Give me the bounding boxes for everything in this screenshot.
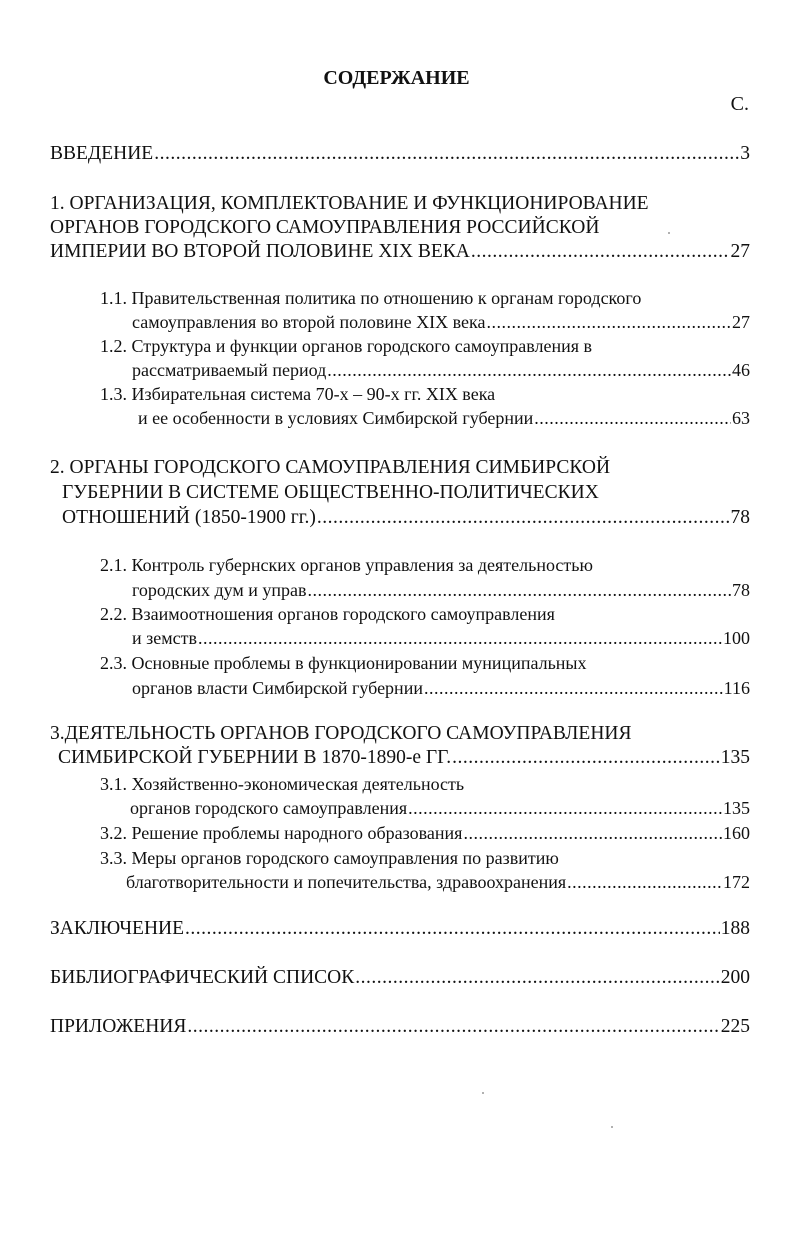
- page-number: 200: [720, 967, 750, 988]
- toc-entry-section-3-1[interactable]: органов городского самоуправления ..... 135: [130, 796, 750, 820]
- toc-entry-section-1-1[interactable]: самоуправления во второй половине XIX века ..... 27: [132, 310, 750, 334]
- leader-dots: [317, 506, 730, 530]
- leader-dots: [567, 870, 722, 894]
- leader-dots: [534, 406, 731, 430]
- toc-section-1-2-line1: 1.2. Структура и функции органов городского самоуправления в: [100, 336, 593, 356]
- toc-chapter-2-line2: ГУБЕРНИИ В СИСТЕМЕ ОБЩЕСТВЕННО-ПОЛИТИЧЕСКИХ: [62, 482, 599, 503]
- toc-entry-bibliography[interactable]: БИБЛИОГРАФИЧЕСКИЙ СПИСОК ..... 200: [50, 966, 750, 990]
- toc-entry-section-1-3[interactable]: и ее особенности в условиях Симбирской губернии ..... 63: [138, 406, 750, 430]
- toc-section-1-1-line1: 1.1. Правительственная политика по отношению к органам городского: [100, 288, 642, 308]
- toc-entry-section-1-2[interactable]: рассматриваемый период ..... 46: [132, 358, 750, 382]
- toc-entry-appendices[interactable]: ПРИЛОЖЕНИЯ ..... 225: [50, 1015, 750, 1039]
- toc-entry-section-3-2[interactable]: 3.2. Решение проблемы народного образования ..... 160: [100, 821, 750, 845]
- scan-speck: [668, 232, 670, 234]
- leader-dots: [327, 358, 731, 382]
- leader-dots: [185, 917, 720, 941]
- scan-speck: [482, 1092, 484, 1094]
- toc-entry-section-3-3[interactable]: благотворительности и попечительства, здравоохранения ..... 172: [126, 870, 750, 894]
- page-number: 78: [730, 507, 750, 528]
- page-number: 78: [732, 580, 750, 600]
- leader-dots: [308, 578, 731, 602]
- page-number: 27: [730, 241, 750, 262]
- page-number: 100: [723, 628, 750, 648]
- scan-speck: [611, 1126, 613, 1128]
- toc-section-2-2-line1: 2.2. Взаимоотношения органов городского самоуправления: [100, 604, 555, 624]
- page-number: 135: [720, 747, 750, 768]
- leader-dots: [424, 676, 723, 700]
- page-number: 135: [723, 798, 750, 818]
- page-number: 63: [732, 408, 750, 428]
- toc-chapter-3-line1: 3.ДЕЯТЕЛЬНОСТЬ ОРГАНОВ ГОРОДСКОГО САМОУПРАВЛЕНИЯ: [50, 723, 632, 744]
- page-number: 46: [732, 360, 750, 380]
- toc-chapter-1-line2: ОРГАНОВ ГОРОДСКОГО САМОУПРАВЛЕНИЯ РОССИЙСКОЙ: [50, 217, 600, 238]
- toc-section-1-3-line1: 1.3. Избирательная система 70-х – 90-х гг. XIX века: [100, 384, 496, 404]
- leader-dots: [408, 796, 722, 820]
- page-number: 225: [720, 1016, 750, 1037]
- page-number: 160: [723, 823, 750, 843]
- toc-section-3-3-line1: 3.3. Меры органов городского самоуправления по развитию: [100, 848, 559, 868]
- toc-entry-intro[interactable]: ВВЕДЕНИЕ ..... 3: [50, 142, 750, 166]
- leader-dots: [355, 966, 720, 990]
- page-number: 116: [723, 678, 750, 698]
- toc-entry-chapter-1[interactable]: ИМПЕРИИ ВО ВТОРОЙ ПОЛОВИНЕ XIX ВЕКА ..... 27: [50, 240, 750, 264]
- toc-entry-section-2-1[interactable]: городских дум и управ ..... 78: [132, 578, 750, 602]
- leader-dots: [154, 142, 739, 166]
- leader-dots: [452, 746, 720, 770]
- toc-entry-conclusion[interactable]: ЗАКЛЮЧЕНИЕ ..... 188: [50, 917, 750, 941]
- toc-entry-section-2-2[interactable]: и земств ..... 100: [132, 626, 750, 650]
- page-number: 3: [740, 143, 750, 164]
- toc-chapter-1-line1: 1. ОРГАНИЗАЦИЯ, КОМПЛЕКТОВАНИЕ И ФУНКЦИОНИРОВАНИЕ: [50, 193, 649, 214]
- page-column-label: С.: [730, 93, 749, 115]
- toc-section-3-1-line1: 3.1. Хозяйственно-экономическая деятельность: [100, 774, 465, 794]
- leader-dots: [486, 310, 731, 334]
- toc-entry-section-2-3[interactable]: органов власти Симбирской губернии ..... 116: [132, 676, 750, 700]
- leader-dots: [463, 821, 722, 845]
- leader-dots: [187, 1015, 719, 1039]
- page-number: 27: [732, 312, 750, 332]
- page-number: 172: [723, 872, 750, 892]
- toc-entry-chapter-2[interactable]: ОТНОШЕНИЙ (1850-1900 гг.) ..... 78: [62, 506, 750, 530]
- leader-dots: [471, 240, 730, 264]
- toc-section-2-1-line1: 2.1. Контроль губернских органов управления за деятельностью: [100, 555, 593, 575]
- page-number: 188: [720, 918, 750, 939]
- page-title: СОДЕРЖАНИЕ: [323, 67, 470, 89]
- toc-entry-chapter-3[interactable]: СИМБИРСКОЙ ГУБЕРНИИ В 1870-1890-е ГГ. ..... 135: [58, 746, 750, 770]
- toc-chapter-2-line1: 2. ОРГАНЫ ГОРОДСКОГО САМОУПРАВЛЕНИЯ СИМБИРСКОЙ: [50, 457, 611, 478]
- leader-dots: [198, 626, 722, 650]
- toc-section-2-3-line1: 2.3. Основные проблемы в функционировании муниципальных: [100, 653, 587, 673]
